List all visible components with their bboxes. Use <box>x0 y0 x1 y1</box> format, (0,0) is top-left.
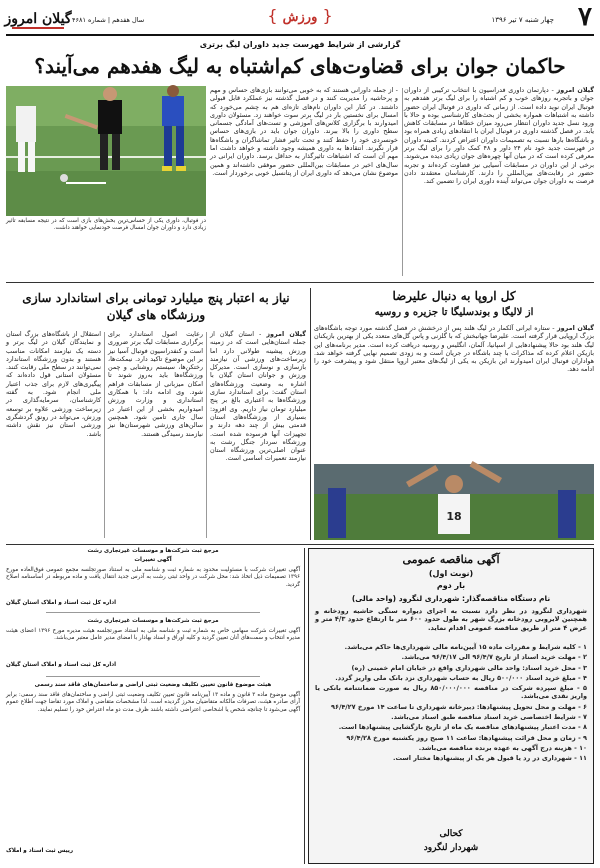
lead-headline: حاکمان جوان برای قضاوت‌های کم‌اشتباه به لیگ هفدهم می‌آیند؟ <box>34 54 566 78</box>
notice2-signature: اداره کل ثبت اسناد و املاک استان گیلان <box>6 662 117 668</box>
story2-col1-text: - استان گیلان از جمله استان‌هایی است که در زمینه ورزش پیشینه طولانی دارد اما زیرساخت‌های ورزشی آن نیازمند بازسازی و نوسازی است. مدیرکل ورزش و جوانان استان گیلان با اشاره به وضعیت ورزشگاه‌های استان گفت: برای استاندارد سازی ورزشگاه‌ها به اعتباری بالغ بر پنج میلیارد تومان نیاز داریم. وی افزود: بسیاری از ورزشگاه‌های استان قدمتی بیش از چند دهه دارند و تجهیزات آنها فرسوده شده است. ورزشگاه سردار جنگل رشت به عنوان اصلی‌ترین ورزشگاه استان نیازمند تعمیرات اساسی است. <box>210 330 306 463</box>
story2-column-3 <box>6 330 101 540</box>
lead-column-1 <box>404 86 594 276</box>
notice1-signature: اداره کل ثبت اسناد و املاک استان گیلان <box>6 600 117 606</box>
story2-col2-text: رعایت اصول استاندارد برای برگزاری مسابقات لیگ برتر ضروری است و کنفدراسیون فوتبال آسیا نیز بر این موضوع تاکید دارد. نیمکت‌ها، رختکن‌ها، سیستم روشنایی و چمن ورزشگاه‌ها باید به‌روز شوند تا امکان میزبانی از مسابقات فراهم شود. وی ادامه داد: با همکاری استانداری و وزارت ورزش امیدواریم بخشی از این اعتبار در سال جاری تامین شود. همچنین سالن‌های ورزشی شهرستان‌ها نیز نیازمند رسیدگی هستند. <box>108 330 203 438</box>
story2-lead: گیلان امروز <box>266 330 306 338</box>
story3-photo <box>314 464 594 540</box>
tender-item: ۷ - شرایط اختصاصی خرید اسناد مناقصه طبق اسناد می‌باشد. <box>391 713 587 722</box>
tender-body: شهرداری لنگرود در نظر دارد نسبت به اجرای دیواره سنگی حاشیه رودخانه و همچنین لایروبی رودخانه بزرگ شهر به طول حدود ۶۰۰ متر با ارتفاع حدود ۴/۳ متر و عرض ۴ متر از طریق مناقصه عمومی اقدام نماید. <box>315 607 587 632</box>
svg-text:گیلان امروز: گیلان امروز <box>4 11 72 27</box>
story2-column-2 <box>108 330 203 540</box>
lead-kicker: گزارشی از شرایط فهرست جدید داوران لیگ برتری <box>199 40 401 49</box>
lead-photo <box>6 86 206 216</box>
notice3-signature: رییس ثبت اسناد و املاک <box>6 848 74 854</box>
tender-item: ۴ - مبلغ خرید اسناد ۵۰۰/۰۰۰ ریال به حساب شهرداری نزد بانک ملی واریز گردد. <box>335 673 587 682</box>
notice1-title: مرجع ثبت شرکت‌ها و موسسات غیرتجاری رشت <box>87 548 219 554</box>
middle-bottom-rule <box>6 544 594 545</box>
lead-photo-caption: در فوتبال، داوری یکی از حساس‌ترین بخش‌های بازی است که در نتیجه مسابقه تاثیر زیادی دارد و داوران جوان امسال فرصت خودنمایی خواهند داشت. <box>6 218 206 232</box>
tender-item: ۳ - محل خرید اسناد: واحد مالی شهرداری واقع در خیابان امام خمینی (ره) <box>351 663 587 672</box>
section-brace-right: { <box>322 6 333 25</box>
story2-headline: نیاز به اعتبار پنج میلیارد تومانی برای استاندارد سازی ورزشگاه های گیلان <box>22 291 290 322</box>
notice-rule-2 <box>46 676 260 677</box>
middle-divider <box>310 288 311 540</box>
notice2-title: مرجع ثبت شرکت‌ها و موسسات غیرتجاری رشت <box>87 618 219 624</box>
tender-round: بار دوم <box>436 581 466 590</box>
tender-title: آگهی مناقصه عمومی <box>402 553 500 566</box>
lead-column-2 <box>210 86 398 276</box>
notice2-body: آگهی تغییرات شرکت سهامی خاص به شماره ثبت و شناسه ملی به استناد صورتجلسه هیئت مدیره مورخ ۱۳۹۶ اعضای هیئت مدیره انتخاب و سمت‌های آنان تعیین گردید و کلیه اوراق و اسناد بهادار با امضای مدیر عامل معتبر می‌باشد. <box>6 628 300 642</box>
lead-col2-text: - از جمله داورانی هستند که به خوبی می‌توانند بازی‌های حساس و مهم و پرحاشیه را مدیریت کنند و در فصل گذشته نیز عملکرد قابل قبولی داشتند. در کنار این داوران نام‌های تازه‌ای هم به چشم می‌خورد که امسال برای نخستین بار در لیگ برتر سوت خواهند زد. مسئولان داوری امیدوارند با برگزاری کلاس‌های آموزشی و تست‌های آمادگی جسمانی سطح داوری را بالا ببرند. داوران جوان باید در بازی‌های حساس خونسردی خود را حفظ کنند و تحت تاثیر فشار تماشاگران و باشگاه‌ها قرار نگیرند. انتقادها به داوری همیشه وجود داشته و خواهد داشت اما مهم آن است که اشتباهات تاثیرگذار به حداقل برسد. داوران ایرانی در سال‌های اخیر در مسابقات بین‌المللی حضور موفقی داشته‌اند و همین موضوع نشان می‌دهد که داوری ایران از پتانسیل خوبی برخوردار است. <box>210 86 398 177</box>
tender-subtitle: (نوبت اول) <box>428 569 474 578</box>
tender-signature-title: شهردار لنگرود <box>423 843 479 853</box>
story3-text: - ستاره ایرانی آلکمار در لیگ هلند پس از درخشش در فصل گذشته مورد توجه باشگاه‌های بزرگ اروپایی قرار گرفته است. علیرضا جهانبخش که با گلزنی و پاس گل‌های متعدد یکی از بهترین بازیکنان لیگ هلند بود حالا پیشنهادهایی از اسپانیا، آلمان، انگلیس و روسیه دریافت کرده است. مدیر برنامه‌های این بازیکن اعلام کرده که مذاکرات با چند باشگاه در جریان است و به زودی تصمیم نهایی گرفته خواهد شد. هواداران فوتبال ایران امیدوارند این بازیکن به یکی از لیگ‌های معتبر اروپا منتقل شود و پیشرفت خود را ادامه دهد. <box>314 324 594 374</box>
tender-box <box>308 548 594 864</box>
tender-organization: نام دستگاه مناقصه‌گذار: شهرداری لنگرود (واحد مالی) <box>351 594 551 603</box>
notice1-subtitle: آگهی تغییرات <box>134 557 172 563</box>
story3-lead: گیلان امروز <box>556 324 594 332</box>
lead-col1-text: - دپارتمان داوری فدراسیون با انتخاب ترکیبی از داوران جوان و باتجربه روزهای خوب و کم اشتباه را برای لیگ برتر هفدهم به فوتبال ایران نوید داده است. از زمانی که داوری در فوتبال ایران حضور داشته به اشتباهات همواره بخشی از بحث‌های کارشناسی بوده و حالا با ورود نسل جدید داوران انتظار می‌رود میزان خطاها در مسابقات کاهش یابد. در فصل گذشته داوری در فوتبال ایران با انتقادهای زیادی همراه بود و باشگاه‌ها بارها نسبت به تصمیمات داوران اعتراض کردند. کمیته داوران در فهرست جدید خود نام ۲۴ داور و ۴۸ کمک داور را برای لیگ برتر معرفی کرده است که در میان آنها چهره‌های جوان زیادی دیده می‌شوند. برخی از این داوران در مسابقات آسیایی نیز قضاوت کرده‌اند و تجربه حضور در رقابت‌های بین‌المللی را دارند. کارشناسان معتقدند دادن فرصت به داوران جوان می‌تواند آینده داوری ایران را تضمین کند. <box>404 86 595 186</box>
svg-text:18: 18 <box>446 510 462 523</box>
tender-item: ۱۱ - شهرداری در رد یا قبول هر یک از پیشنهادها مختار است. <box>393 754 587 763</box>
story2-col3-text: استقلال از باشگاه‌های بزرگ استان و نمایندگان گیلان در لیگ برتر و دسته یک نیازمند امکانات مناسب هستند و بدون ورزشگاه استاندارد نمی‌توانند در سطح ملی رقابت کنند. مسئولان استانی قول داده‌اند که پیگیری‌های لازم برای جذب اعتبار ملی انجام شود. به گفته کارشناسان، سرمایه‌گذاری در زیرساخت ورزشی علاوه بر توسعه ورزش، می‌تواند در رونق گردشگری ورزشی استان نیز نقش داشته باشد. <box>6 330 101 438</box>
masthead-rule <box>6 34 594 36</box>
section-brace-left: } <box>267 6 278 25</box>
notice-rule-1 <box>46 612 260 613</box>
newspaper-logo <box>4 4 72 32</box>
tender-item: ۶ - مهلت و محل تحویل پیشنهادها: دبیرخانه شهرداری تا ساعت ۱۴ مورخ ۹۶/۴/۲۷ <box>331 702 587 711</box>
story2-divider-2 <box>104 332 105 538</box>
tender-items <box>315 643 587 823</box>
lead-col1-lead: گیلان امروز <box>556 86 594 94</box>
lead-divider-1 <box>402 88 403 276</box>
tender-item: ۱۰ - هزینه درج آگهی به عهده برنده مناقصه می‌باشد. <box>418 743 587 752</box>
story3-subhead: از لالیگا و بوندسلیگا تا جزیره و روسیه <box>374 307 534 318</box>
tender-item: ۹ - زمان و محل قرائت پیشنهادها: ساعت ۱۱ صبح روز یکشنبه مورخ ۹۶/۴/۲۸ <box>346 733 587 742</box>
tender-item: ۵ - مبلغ سپرده شرکت در مناقصه ۸۵۰/۰۰۰/۰۰۰ ریال به صورت ضمانتنامه بانکی یا واریز نقدی می‌باشد. <box>315 684 587 701</box>
lead-bottom-rule <box>6 282 594 283</box>
notices-area <box>6 548 300 864</box>
story2-divider-1 <box>206 332 207 538</box>
tender-signature-name: کحالی <box>439 829 463 839</box>
bottom-divider <box>304 548 305 864</box>
issue-number: سال هفدهم | شماره ۴۶۸۱ <box>72 16 145 24</box>
notice3-body: آگهی موضوع ماده ۳ قانون و ماده ۱۳ آیین‌نامه قانون تعیین تکلیف وضعیت ثبتی اراضی و ساختمان‌های فاقد سند رسمی: برابر آرای صادره هیئت، تصرفات مالکانه متقاضیان محرز گردیده است. لذا مشخصات متقاضی و املاک مورد تقاضا جهت اطلاع عموم آگهی می‌شود تا چنانچه شخص یا اشخاصی اعتراضی داشته باشند ظرف مدت دو ماه اعتراض خود را تسلیم نمایند. <box>6 692 300 713</box>
page-number: ۷ <box>578 2 592 32</box>
tender-item: ۲ - مهلت خرید اسناد از تاریخ ۹۶/۴/۷ الی ۹۶/۴/۱۷ می‌باشد. <box>401 653 587 662</box>
section-title: ورزش <box>282 10 318 25</box>
story3-headline: کل اروپا به دنبال علیرضا <box>392 289 516 303</box>
tender-item: ۸ - مدت اعتبار پیشنهادهای مناقصه یک ماه از تاریخ بازگشایی پیشنهادها است. <box>338 723 587 732</box>
section-label <box>255 6 345 30</box>
notice3-title: هیئت موضوع قانون تعیین تکلیف وضعیت ثبتی اراضی و ساختمان‌های فاقد سند رسمی <box>34 682 272 688</box>
issue-date: چهار شنبه ۷ تیر ۱۳۹۶ <box>491 16 554 24</box>
tender-item: ۱ - کلیه شرایط و مقررات ماده ۱۵ آیین‌نامه مالی شهرداری‌ها حاکم می‌باشد. <box>344 643 587 651</box>
story2-column-1 <box>210 330 306 540</box>
notice1-body: آگهی تغییرات شرکت با مسئولیت محدود به شماره ثبت و شناسه ملی به استناد صورتجلسه مجمع عمومی فوق‌العاده مورخ ۱۳۹۶ تصمیمات ذیل اتخاذ شد: محل شرکت در واحد ثبتی رشت به آدرس جدید انتقال یافت و ماده مربوطه در اساسنامه اصلاح گردید. <box>6 567 300 588</box>
story3-body <box>314 324 594 460</box>
masthead <box>0 0 600 40</box>
